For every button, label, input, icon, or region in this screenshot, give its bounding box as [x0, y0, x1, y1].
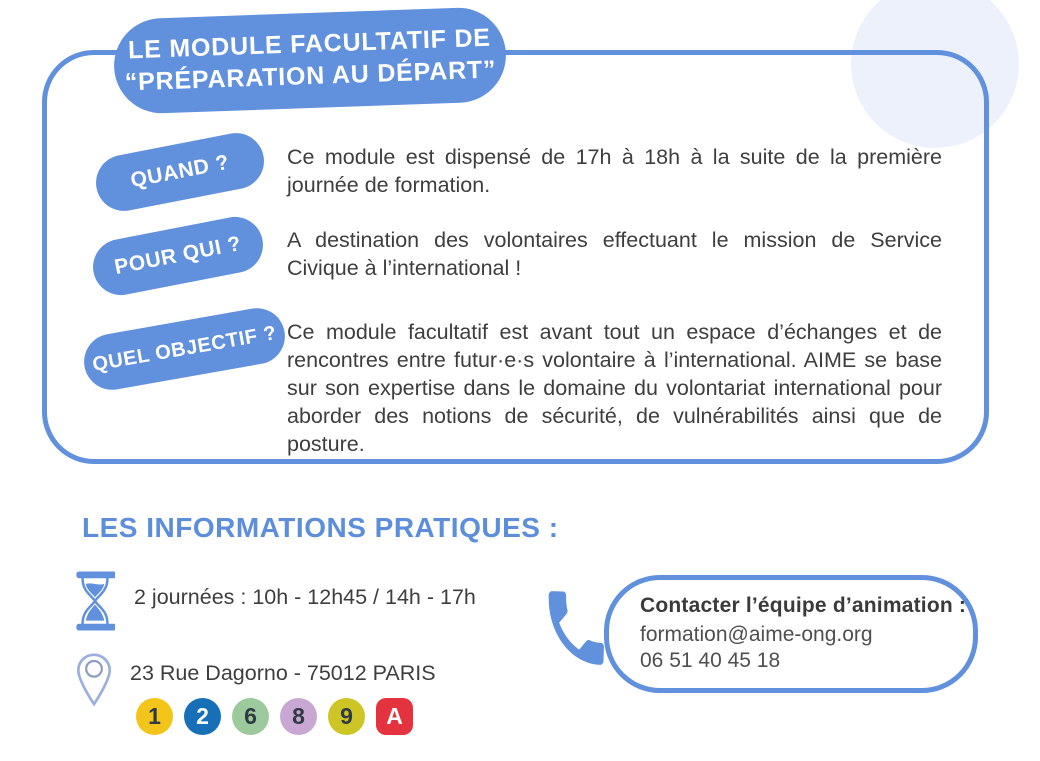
metro-line-2-badge: 2	[184, 698, 221, 735]
contact-details	[640, 594, 966, 674]
contact-phone: 06 51 40 45 18	[640, 649, 781, 672]
badge-pour-qui-text: POUR QUI ?	[112, 231, 244, 280]
schedule-text: 2 journées : 10h - 12h45 / 14h - 17h	[134, 585, 476, 609]
answer-pour-qui: A destination des volontaires effectuant le mission de Service Civique à l’international !	[287, 228, 942, 280]
metro-line-6-badge: 6	[232, 698, 269, 735]
phone-icon	[536, 579, 615, 683]
section-heading-informations-pratiques: LES INFORMATIONS PRATIQUES :	[82, 512, 559, 543]
hourglass-icon	[75, 571, 115, 636]
location-pin-icon	[73, 652, 115, 713]
page-title-line1: LE MODULE FACULTATIF DE	[127, 23, 492, 65]
metro-line-9-badge: 9	[328, 698, 365, 735]
badge-quel-objectif-text: QUEL OBJECTIF ?	[90, 321, 279, 376]
contact-title: Contacter l’équipe d’animation :	[640, 594, 967, 617]
address-text: 23 Rue Dagorno - 75012 PARIS	[130, 661, 436, 685]
badge-quand-text: QUAND ?	[128, 150, 232, 193]
metro-line-1-badge: 1	[136, 698, 173, 735]
rer-line-a-badge: A	[376, 698, 413, 735]
metro-line-8-badge: 8	[280, 698, 317, 735]
answer-quel-objectif: Ce module facultatif est avant tout un espace d’échanges et de rencontres entre futur·e·s volontaire à l’international. AIME se base sur son expertise dans le domaine du volontariat international pour aborder des notions de sécurité, de vulnérabilités ainsi que de posture.	[287, 320, 942, 456]
answer-quand: Ce module est dispensé de 17h à 18h à la suite de la première journée de formation.	[287, 145, 942, 197]
page-title-line2: “PRÉPARATION AU DÉPART”	[124, 55, 497, 96]
contact-email: formation@aime-ong.org	[640, 623, 873, 646]
page-title	[112, 6, 507, 115]
transit-lines	[136, 698, 413, 735]
